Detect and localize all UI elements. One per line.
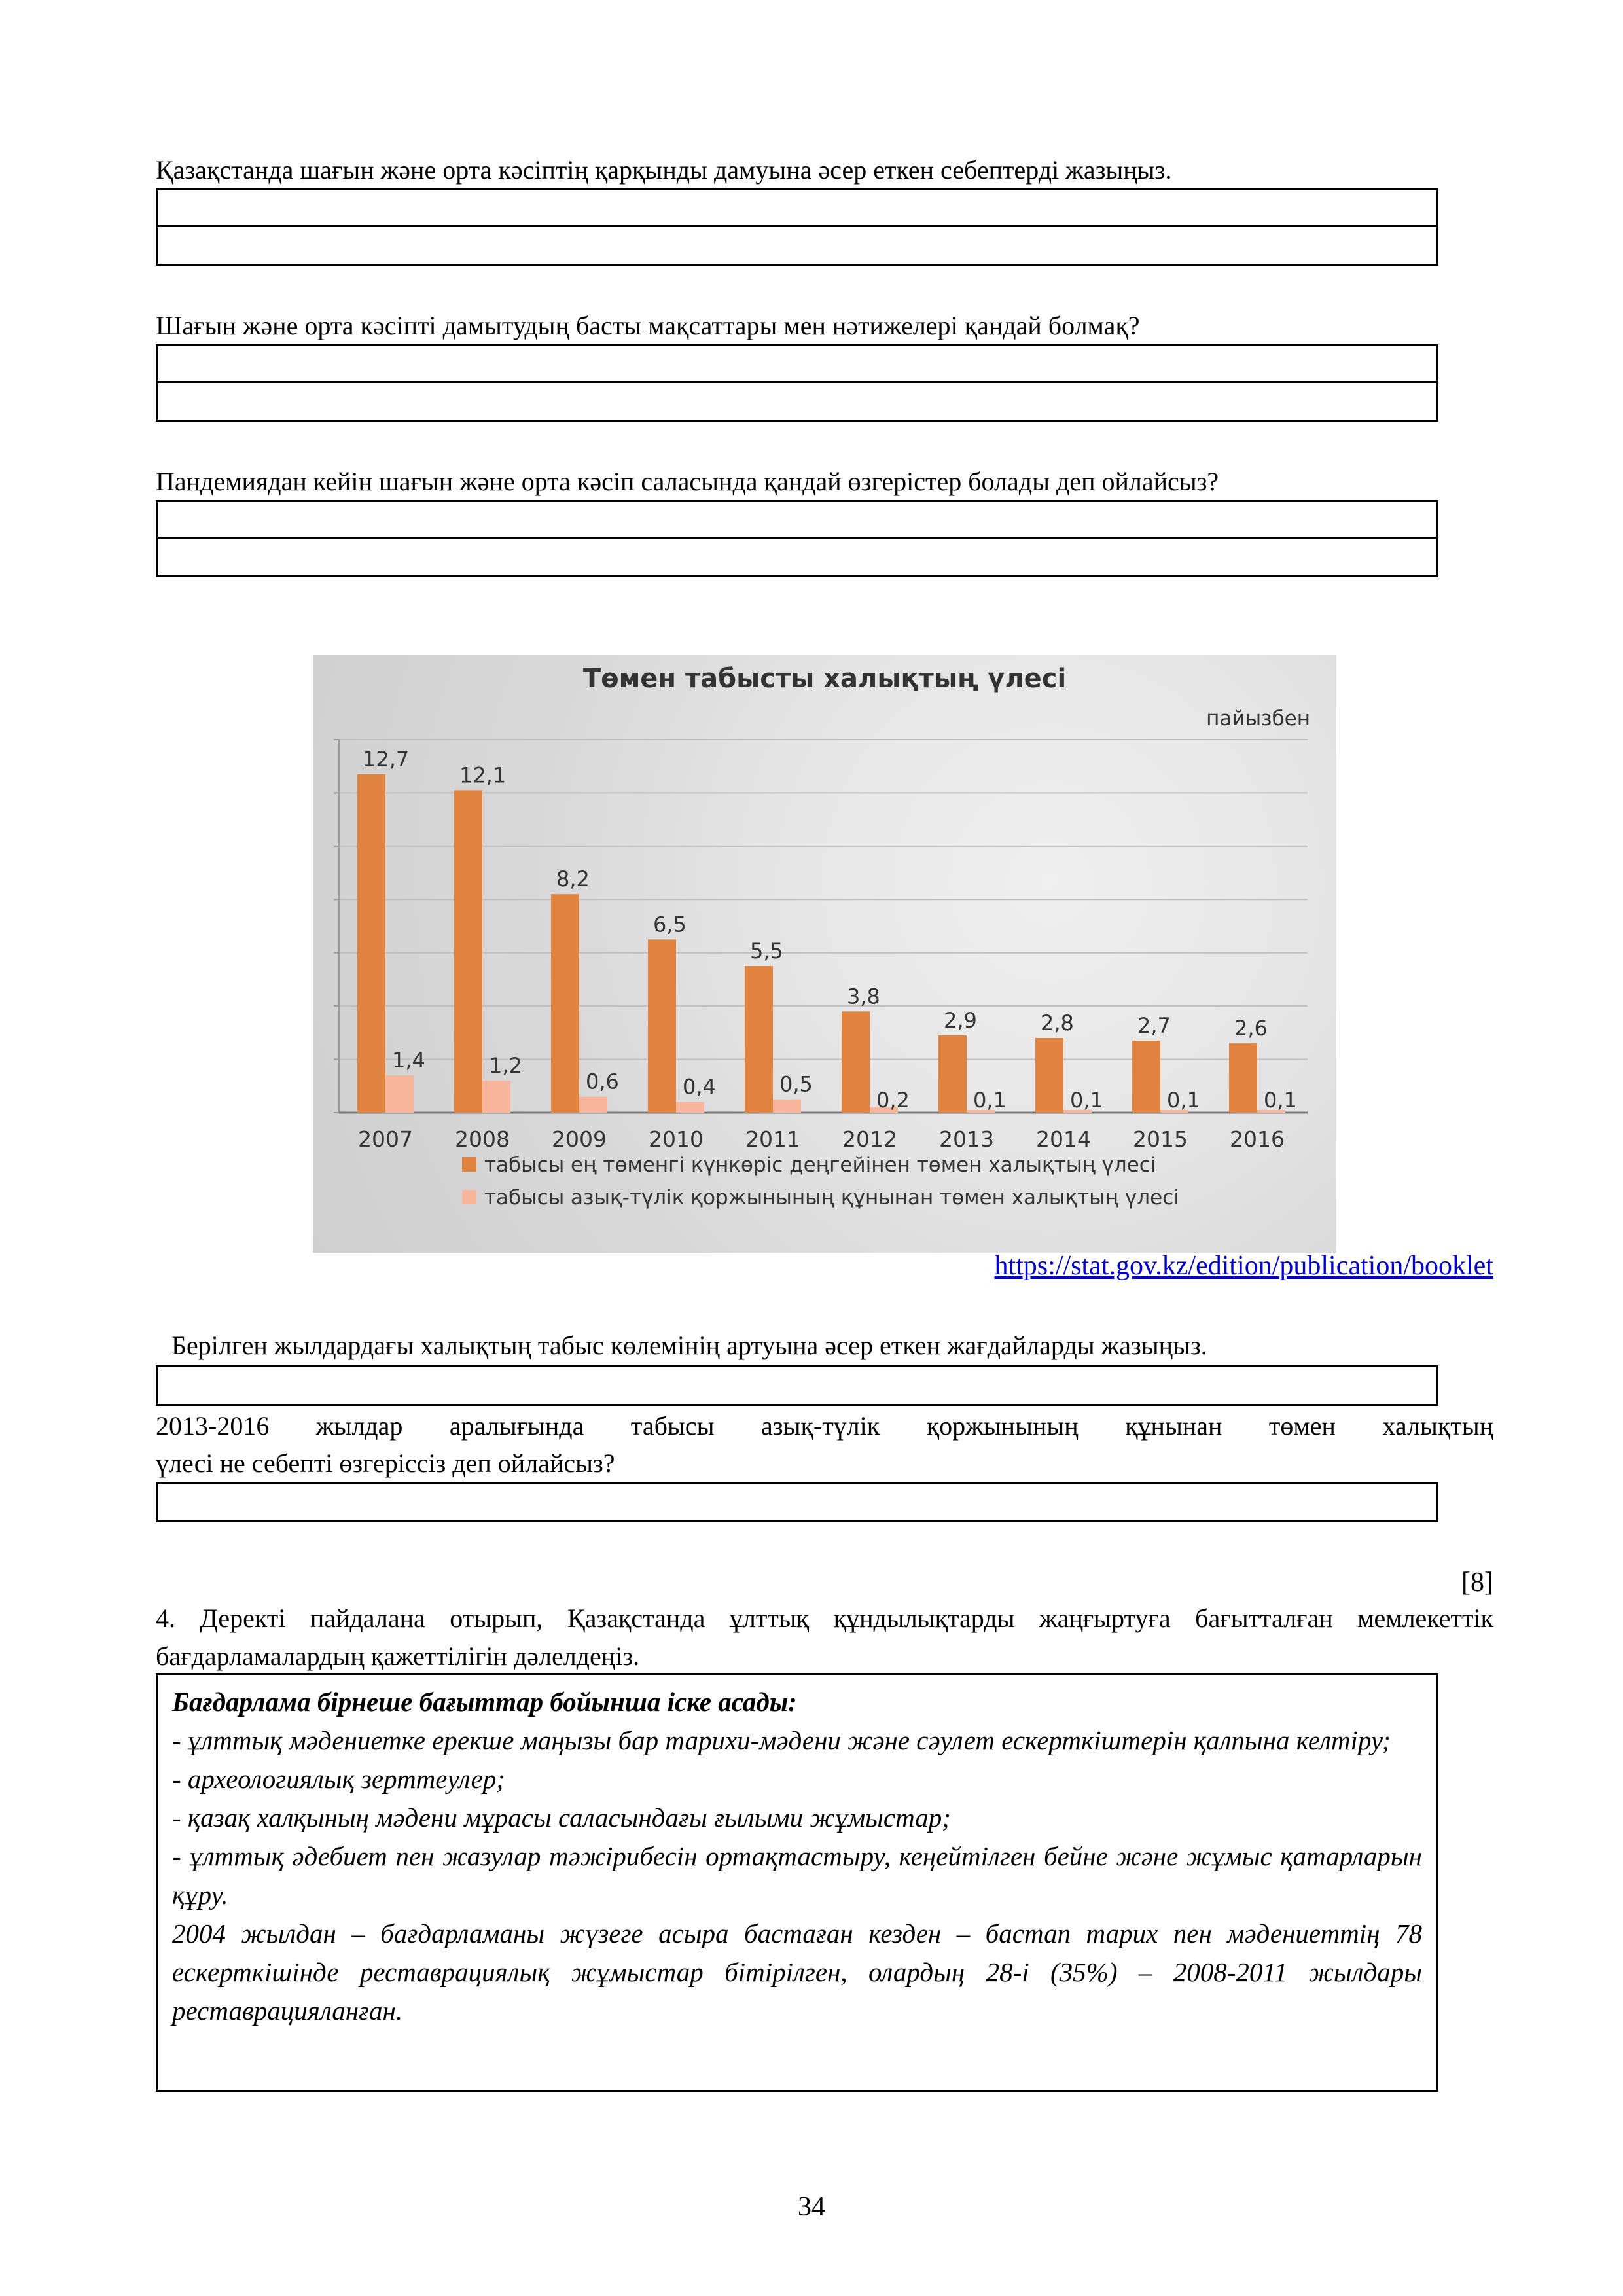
question-2: Шағын және орта кәсіпті дамытудың басты мақсаттары мен нәтижелері қандай болмақ? [156,311,1140,340]
data-label: 0,6 [586,1069,619,1094]
x-tick-label: 2008 [455,1126,510,1152]
data-label: 2,8 [1041,1011,1074,1035]
data-label: 3,8 [847,984,880,1009]
data-label: 0,4 [683,1074,716,1100]
question-1: Қазақстанда шағын және орта кәсіптің қарқынды дамуына әсер еткен себептерді жазыңыз. [156,155,1172,185]
program-item: - ұлттық әдебиет пен жазулар тәжірибесін ортақтастыру, кеңейтілген бейне және жұмыс қатарларын құру. [172,1841,1422,1910]
answer-box-5[interactable] [156,1482,1438,1522]
data-label: 12,7 [363,746,410,772]
answer-line[interactable] [158,190,1436,227]
data-label: 1,2 [489,1053,522,1079]
legend-swatch [462,1190,476,1204]
answer-line[interactable] [158,502,1436,539]
answer-line[interactable] [158,539,1436,575]
data-label: 1,4 [392,1048,425,1073]
bar-series-1 [1229,1043,1257,1113]
x-tick-label: 2015 [1133,1126,1188,1152]
data-label: 12,1 [459,762,507,788]
bar-series-2 [385,1075,414,1113]
bar-series-1 [1132,1041,1160,1113]
bar-series-1 [1035,1038,1063,1113]
question-3: Пандемиядан кейін шағын және орта кәсіп саласында қандай өзгерістер болады деп ойлайсыз? [156,467,1219,496]
answer-line[interactable] [158,383,1436,420]
bar-series-1 [551,894,579,1113]
x-tick-label: 2010 [649,1126,704,1152]
bar-series-2 [676,1102,704,1113]
data-label: 2,9 [944,1007,977,1033]
source-link[interactable]: https://stat.gov.kz/edition/publication/booklet [994,1251,1493,1281]
x-tick-label: 2012 [842,1126,897,1152]
bar-series-1 [648,939,676,1113]
question-4: Берілген жылдардағы халықтың табыс көлемінің артуына әсер еткен жағдайларды жазыңыз. [171,1331,1207,1360]
data-label: 6,5 [653,912,687,937]
data-label: 8,2 [556,867,590,892]
x-tick-label: 2016 [1230,1126,1285,1152]
data-label: 2,6 [1234,1016,1268,1041]
answer-box-4[interactable] [156,1365,1438,1406]
data-label: 0,2 [876,1088,910,1113]
data-label: 0,5 [779,1071,813,1097]
program-item: - қазақ халқының мәдени мұрасы саласындағы ғылыми жұмыстар; [172,1803,951,1833]
bar-series-1 [938,1035,967,1113]
bar-chart [313,655,1336,1253]
question-5-line-1: 2013-2016 жылдар аралығында табысы азық-түлік қоржынының құнынан төмен халықтың [156,1411,1493,1441]
legend-label: табысы ең төменгі күнкөріс деңгейінен төмен халықтың үлесі [484,1153,1156,1177]
x-tick-label: 2014 [1036,1126,1091,1152]
bar-series-1 [745,966,773,1113]
bar-series-1 [357,774,385,1113]
answer-box-3[interactable] [156,500,1438,577]
answer-line[interactable] [158,346,1436,383]
x-tick-label: 2007 [358,1126,413,1152]
answer-box-1[interactable] [156,188,1438,266]
program-item: - археологиялық зерттеулер; [172,1764,505,1794]
legend-label: табысы азық-түлік қоржынының құнынан төмен халықтың үлесі [484,1186,1179,1210]
data-label: 0,1 [1070,1088,1103,1113]
bar-series-2 [773,1100,801,1113]
question-5-line-2: үлесі не себепті өзгеріссіз деп ойлайсыз? [156,1448,615,1478]
page-number: 34 [798,2192,825,2222]
chart-unit-label: пайызбен [1206,707,1310,730]
data-label: 5,5 [750,939,783,964]
program-title: Бағдарлама бірнеше бағыттар бойынша іске асады: [172,1687,797,1717]
program-paragraph: 2004 жылдан – бағдарламаны жүзеге асыра бастаған кезден – бастап тарих пен мәдениеттің 78 ескерткішінде реставрациялық жұмыстар бітірілген, олардың 28-і (35%) – 2008-2011 жылдары реставрацияланған. [172,1918,1422,2026]
data-label: 0,1 [973,1088,1007,1113]
score-label: [8] [1461,1568,1493,1598]
legend-swatch [462,1157,476,1172]
program-item: - ұлттық мәдениетке ерекше маңызы бар тарихи-мәдени және сәулет ескерткіштерін қалпына келтіру; [172,1725,1391,1755]
bar-series-2 [482,1081,510,1113]
answer-box-2[interactable] [156,344,1438,422]
bar-series-2 [579,1097,607,1113]
bar-series-1 [842,1011,870,1113]
data-label: 2,7 [1137,1013,1171,1039]
x-tick-label: 2009 [552,1126,607,1152]
x-tick-label: 2013 [939,1126,994,1152]
bar-series-1 [454,790,482,1113]
program-info-box [156,1673,1438,2092]
data-label: 0,1 [1167,1088,1200,1113]
data-label: 0,1 [1264,1088,1297,1113]
chart-title: Төмен табысты халықтың үлесі [582,664,1067,694]
chart-figure [313,655,1336,1253]
task-4-text: 4. Деректі пайдалана отырып, Қазақстанда ұлттық құндылықтарды жаңғыртуға бағытталған мемлекеттік бағдарламалардың қажеттілігін дәлелдеңіз. [156,1604,1493,1671]
x-tick-label: 2011 [745,1126,800,1152]
answer-line[interactable] [158,227,1436,264]
